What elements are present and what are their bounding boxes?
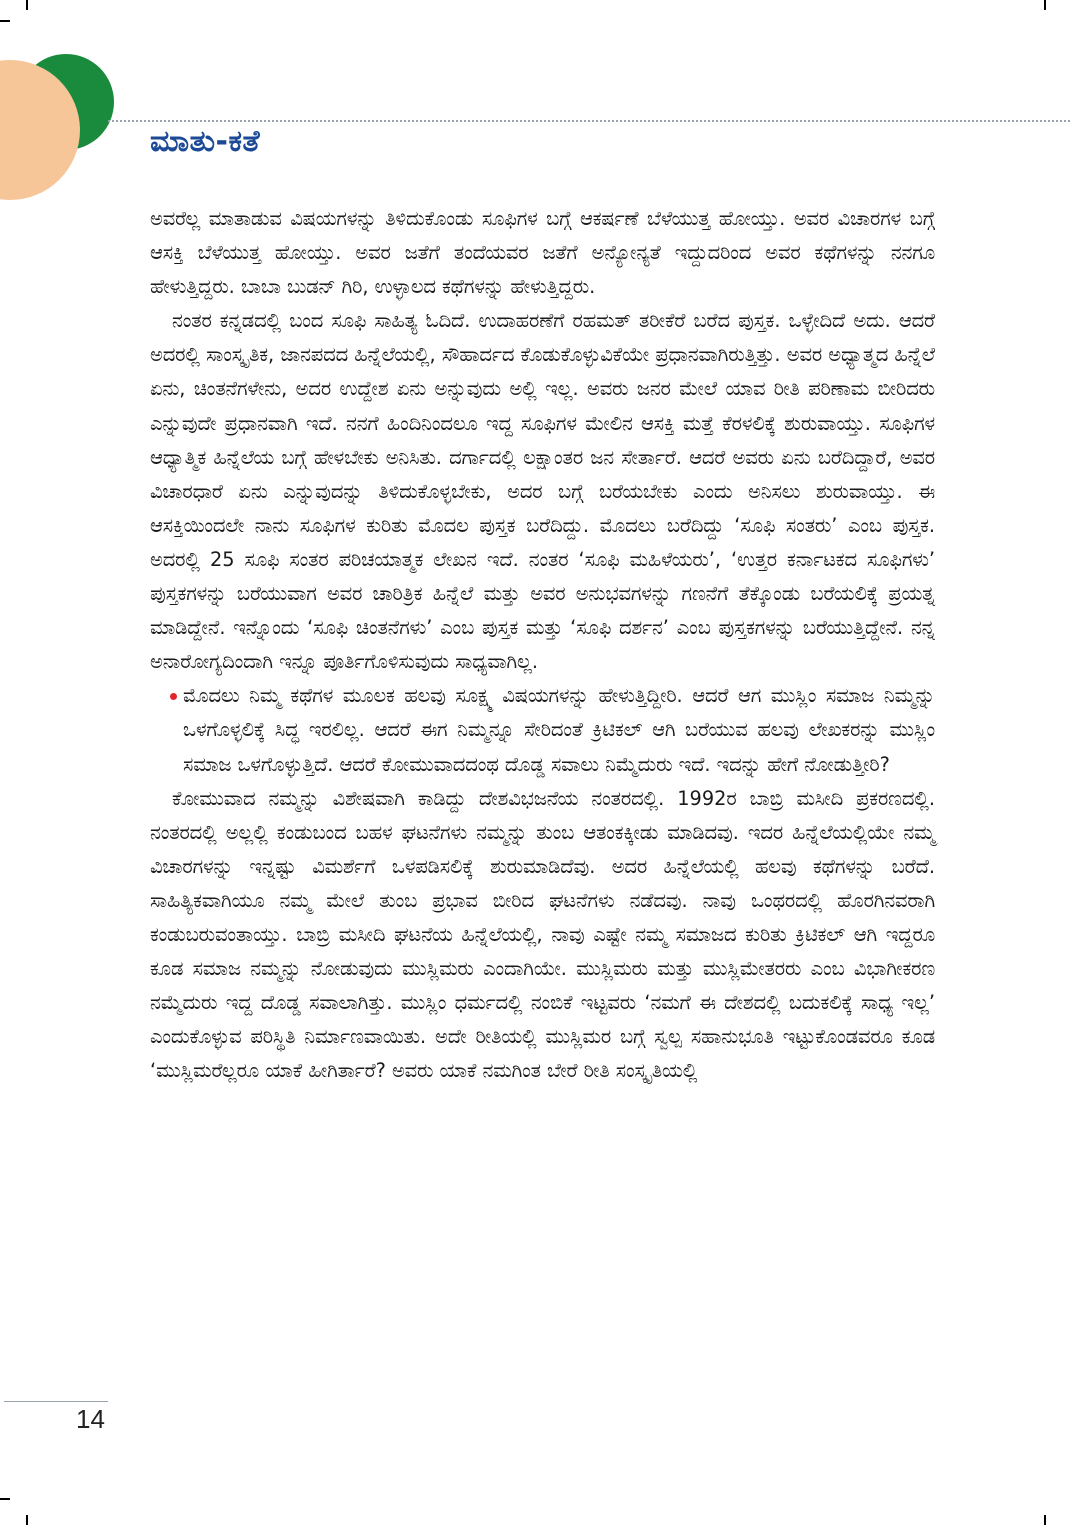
bullet-icon [170, 693, 177, 700]
crop-mark-left-upper [0, 20, 10, 22]
page-title: ಮಾತು-ಕತೆ [150, 124, 261, 159]
interview-question [170, 679, 935, 781]
paragraph-1: ಅವರೆಲ್ಲ ಮಾತಾಡುವ ವಿಷಯಗಳನ್ನು ತಿಳಿದುಕೊಂಡು ಸೂಫಿಗಳ ಬಗ್ಗೆ ಆಕರ್ಷಣೆ ಬೆಳೆಯುತ್ತ ಹೋಯ್ತು. ಅವರ ವಿಚಾರಗಳ ಬಗ್ಗೆ ಆಸಕ್ತಿ ಬೆಳೆಯುತ್ತ ಹೋಯ್ತು. ಅವರ ಜತೆಗೆ ತಂದೆಯವರ ಜತೆಗೆ ಅನ್ಯೋನ್ಯತೆ ಇದ್ದುದರಿಂದ ಅವರ ಕಥೆಗಳನ್ನು ನನಗೂ ಹೇಳುತ್ತಿದ್ದರು. ಬಾಬಾ ಬುಡನ್ ಗಿರಿ, ಉಳ್ಳಾಲದ ಕಥೆಗಳನ್ನು ಹೇಳುತ್ತಿದ್ದರು. [150, 207, 935, 299]
question-text: ಮೊದಲು ನಿಮ್ಮ ಕಥೆಗಳ ಮೂಲಕ ಹಲವು ಸೂಕ್ಷ್ಮ ವಿಷಯಗಳನ್ನು ಹೇಳುತ್ತಿದ್ದೀರಿ. ಆದರೆ ಆಗ ಮುಸ್ಲಿಂ ಸಮಾಜ ನಿಮ್ಮನ್ನು ಒಳಗೊಳ್ಳಲಿಕ್ಕೆ ಸಿದ್ಧ ಇರಲಿಲ್ಲ. ಆದರೆ ಈಗ ನಿಮ್ಮನ್ನೂ ಸೇರಿದಂತೆ ಕ್ರಿಟಿಕಲ್ ಆಗಿ ಬರೆಯುವ ಹಲವು ಲೇಖಕರನ್ನು ಮುಸ್ಲಿಂ ಸಮಾಜ ಒಳಗೊಳ್ಳುತ್ತಿದೆ. ಆದರೆ ಕೋಮುವಾದದಂಥ ದೊಡ್ಡ ಸವಾಲು ನಿಮ್ಮೆದುರು ಇದೆ. ಇದನ್ನು ಹೇಗೆ ನೋಡುತ್ತೀರಿ? [183, 684, 935, 776]
crop-mark-top-right [1044, 0, 1046, 10]
paragraph-2: ನಂತರ ಕನ್ನಡದಲ್ಲಿ ಬಂದ ಸೂಫಿ ಸಾಹಿತ್ಯ ಓದಿದೆ. ಉದಾಹರಣೆಗೆ ರಹಮತ್ ತರೀಕೆರೆ ಬರೆದ ಪುಸ್ತಕ. ಒಳ್ಳೇದಿದೆ ಅದು. ಆದರೆ ಅದರಲ್ಲಿ ಸಾಂಸ್ಕೃತಿಕ, ಜಾನಪದದ ಹಿನ್ನೆಲೆಯಲ್ಲಿ, ಸೌಹಾರ್ದದ ಕೊಡುಕೊಳ್ಳುವಿಕೆಯೇ ಪ್ರಧಾನವಾಗಿರುತ್ತಿತ್ತು. ಅವರ ಅಧ್ಯಾತ್ಮದ ಹಿನ್ನೆಲೆ ಏನು, ಚಿಂತನೆಗಳೇನು, ಅದರ ಉದ್ದೇಶ ಏನು ಅನ್ನುವುದು ಅಲ್ಲಿ ಇಲ್ಲ. ಅವರು ಜನರ ಮೇಲೆ ಯಾವ ರೀತಿ ಪರಿಣಾಮ ಬೀರಿದರು ಎನ್ನುವುದೇ ಪ್ರಧಾನವಾಗಿ ಇದೆ. ನನಗೆ ಹಿಂದಿನಿಂದಲೂ ಇದ್ದ ಸೂಫಿಗಳ ಮೇಲಿನ ಆಸಕ್ತಿ ಮತ್ತೆ ಕೆರಳಲಿಕ್ಕೆ ಶುರುವಾಯ್ತು. ಸೂಫಿಗಳ ಆಧ್ಯಾತ್ಮಿಕ ಹಿನ್ನೆಲೆಯ ಬಗ್ಗೆ ಹೇಳಬೇಕು ಅನಿಸಿತು. ದರ್ಗಾದಲ್ಲಿ ಲಕ್ಷಾಂತರ ಜನ ಸೇರ್ತಾರೆ. ಆದರೆ ಅವರು ಏನು ಬರೆದಿದ್ದಾರೆ, ಅವರ ವಿಚಾರಧಾರೆ ಏನು ಎನ್ನುವುದನ್ನು ತಿಳಿದುಕೊಳ್ಳಬೇಕು, ಅದರ ಬಗ್ಗೆ ಬರೆಯಬೇಕು ಎಂದು ಅನಿಸಲು ಶುರುವಾಯ್ತು. ಈ ಆಸಕ್ತಿಯಿಂದಲೇ ನಾನು ಸೂಫಿಗಳ ಕುರಿತು ಮೊದಲ ಪುಸ್ತಕ ಬರೆದಿದ್ದು. ಮೊದಲು ಬರೆದಿದ್ದು ‘ಸೂಫಿ ಸಂತರು’ ಎಂಬ ಪುಸ್ತಕ. ಅದರಲ್ಲಿ 25 ಸೂಫಿ ಸಂತರ ಪರಿಚಯಾತ್ಮಕ ಲೇಖನ ಇದೆ. ನಂತರ ‘ಸೂಫಿ ಮಹಿಳೆಯರು’, ‘ಉತ್ತರ ಕರ್ನಾಟಕದ ಸೂಫಿಗಳು’ ಪುಸ್ತಕಗಳನ್ನು ಬರೆಯುವಾಗ ಅವರ ಚಾರಿತ್ರಿಕ ಹಿನ್ನೆಲೆ ಮತ್ತು ಅವರ ಅನುಭವಗಳನ್ನು ಗಣನೆಗೆ ತೆಕ್ಕೊಂಡು ಬರೆಯಲಿಕ್ಕೆ ಪ್ರಯತ್ನ ಮಾಡಿದ್ದೇನೆ. ಇನ್ನೊಂದು ‘ಸೂಫಿ ಚಿಂತನೆಗಳು’ ಎಂಬ ಪುಸ್ತಕ ಮತ್ತು ‘ಸೂಫಿ ದರ್ಶನ’ ಎಂಬ ಪುಸ್ತಕಗಳನ್ನು ಬರೆಯುತ್ತಿದ್ದೇನೆ. ನನ್ನ ಅನಾರೋಗ್ಯದಿಂದಾಗಿ ಇನ್ನೂ ಪೂರ್ತಿಗೊಳಿಸುವುದು ಸಾಧ್ಯವಾಗಿಲ್ಲ. [150, 309, 935, 674]
footer-rule [4, 1401, 108, 1402]
crop-mark-left-lower [0, 1498, 10, 1500]
article-body [150, 202, 935, 1088]
page-number: 14 [76, 1404, 105, 1434]
dotted-header-rule [108, 120, 1070, 122]
crop-mark-bottom-left [26, 1515, 28, 1525]
paragraph-3: ಕೋಮುವಾದ ನಮ್ಮನ್ನು ವಿಶೇಷವಾಗಿ ಕಾಡಿದ್ದು ದೇಶವಿಭಜನೆಯ ನಂತರದಲ್ಲಿ. 1992ರ ಬಾಬ್ರಿ ಮಸೀದಿ ಪ್ರಕರಣದಲ್ಲಿ. ನಂತರದಲ್ಲಿ ಅಲ್ಲಲ್ಲಿ ಕಂಡುಬಂದ ಬಹಳ ಘಟನೆಗಳು ನಮ್ಮನ್ನು ತುಂಬ ಆತಂಕಕ್ಕೀಡು ಮಾಡಿದವು. ಇದರ ಹಿನ್ನೆಲೆಯಲ್ಲಿಯೇ ನಮ್ಮ ವಿಚಾರಗಳನ್ನು ಇನ್ನಷ್ಟು ವಿಮರ್ಶೆಗೆ ಒಳಪಡಿಸಲಿಕ್ಕೆ ಶುರುಮಾಡಿದೆವು. ಅದರ ಹಿನ್ನೆಲೆಯಲ್ಲಿ ಹಲವು ಕಥೆಗಳನ್ನು ಬರೆದೆ. ಸಾಹಿತ್ಯಿಕವಾಗಿಯೂ ನಮ್ಮ ಮೇಲೆ ತುಂಬ ಪ್ರಭಾವ ಬೀರಿದ ಘಟನೆಗಳು ನಡೆದವು. ನಾವು ಒಂಥರದಲ್ಲಿ ಹೊರಗಿನವರಾಗಿ ಕಂಡುಬರುವಂತಾಯ್ತು. ಬಾಬ್ರಿ ಮಸೀದಿ ಘಟನೆಯ ಹಿನ್ನೆಲೆಯಲ್ಲಿ, ನಾವು ಎಷ್ಟೇ ನಮ್ಮ ಸಮಾಜದ ಕುರಿತು ಕ್ರಿಟಿಕಲ್ ಆಗಿ ಇದ್ದರೂ ಕೂಡ ಸಮಾಜ ನಮ್ಮನ್ನು ನೋಡುವುದು ಮುಸ್ಲಿಮರು ಎಂದಾಗಿಯೇ. ಮುಸ್ಲಿಮರು ಮತ್ತು ಮುಸ್ಲಿಮೇತರರು ಎಂಬ ವಿಭಾಗೀಕರಣ ನಮ್ಮೆದುರು ಇದ್ದ ದೊಡ್ಡ ಸವಾಲಾಗಿತ್ತು. ಮುಸ್ಲಿಂ ಧರ್ಮದಲ್ಲಿ ನಂಬಿಕೆ ಇಟ್ಟವರು ‘ನಮಗೆ ಈ ದೇಶದಲ್ಲಿ ಬದುಕಲಿಕ್ಕೆ ಸಾಧ್ಯ ಇಲ್ಲ’ ಎಂದುಕೊಳ್ಳುವ ಪರಿಸ್ಥಿತಿ ನಿರ್ಮಾಣವಾಯಿತು. ಅದೇ ರೀತಿಯಲ್ಲಿ ಮುಸ್ಲಿಮರ ಬಗ್ಗೆ ಸ್ವಲ್ಪ ಸಹಾನುಭೂತಿ ಇಟ್ಟುಕೊಂಡವರೂ ಕೂಡ ‘ಮುಸ್ಲಿಮರೆಲ್ಲರೂ ಯಾಕೆ ಹೀಗಿರ್ತಾರೆ? ಅವರು ಯಾಕೆ ನಮಗಿಂತ ಬೇರೆ ರೀತಿ ಸಂಸ್ಕೃತಿಯಲ್ಲಿ [150, 786, 935, 1083]
crop-mark-top-left [26, 0, 28, 10]
crop-mark-bottom-right [1044, 1515, 1046, 1525]
